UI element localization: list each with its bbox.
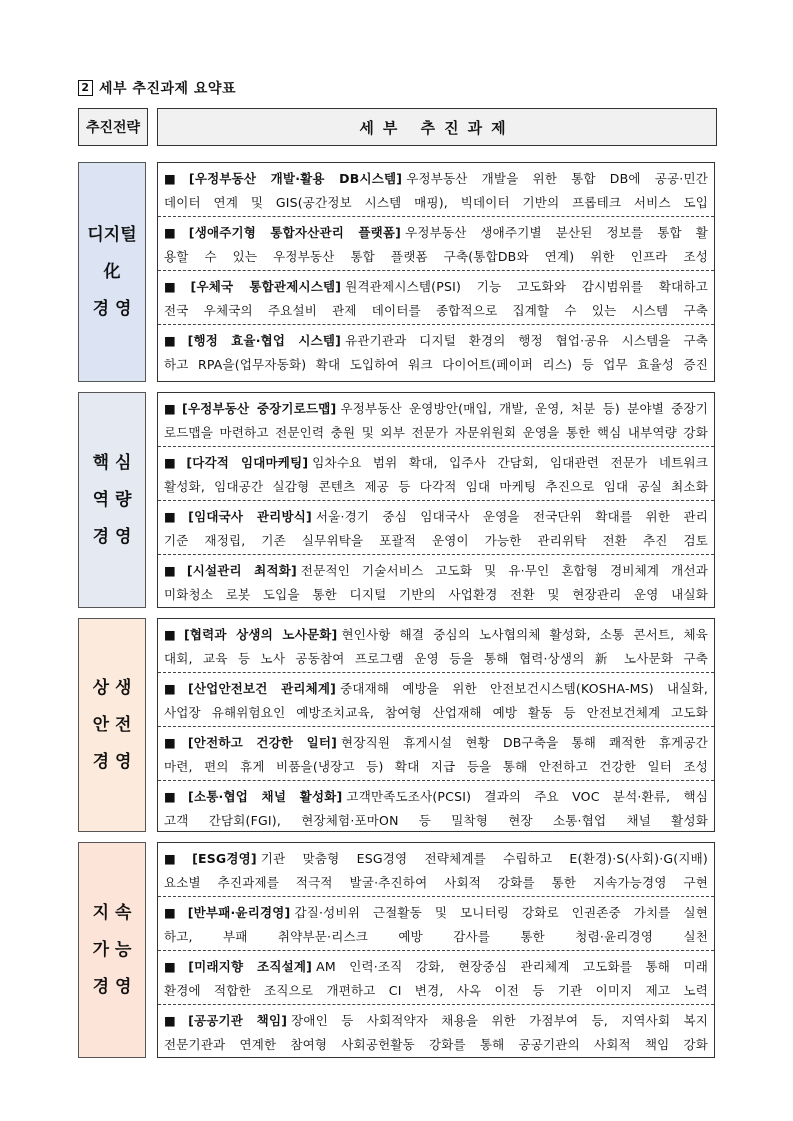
task-line2: 대회, 교육 등 노사 공동참여 프로그램 운영 등을 통해 협력·상생의 新 노사문화 구축 — [164, 651, 708, 666]
strategy-sustain — [78, 842, 146, 1058]
task-line1: 현장직원 휴게시설 현황 DB구축을 통해 쾌적한 휴게공간 — [341, 735, 708, 750]
task-item: ■ [반부패·윤리경영] 갑질·성비위 근절활동 및 모니터링 강화로 인권존중 가치를 실현 하고, 부패 취약부문·리스크 예방 감사를 통한 청렴·윤리경영 실천 — [158, 897, 714, 951]
task-item: ■ [소통·협업 채널 활성화] 고객만족도조사(PCSI) 결과의 주요 VOC 분석·환류, 핵심 고객 간담회(FGI), 현장체험·포마ON 등 밀착형 현장 소통·협업 채널 활성화 — [158, 781, 714, 835]
task-line2: 로드맵을 마련하고 전문인력 충원 및 외부 전문가 자문위원회 운영을 통한 핵심 내부역량 강화 — [164, 425, 708, 440]
task-item: ■ [우체국 통합관제시스템] 원격관제시스템(PSI) 기능 고도화와 감시범위를 확대하고 전국 우체국의 주요설비 관제 데이터를 종합적으로 집계할 수 있는 시스템 구축 — [158, 271, 714, 325]
task-line2: 마련, 편의 휴게 비품을(냉장고 등) 확대 지급 등을 통해 안전하고 건강한 일터 조성 — [164, 759, 708, 774]
task-line1: 우정부동산 생애주기별 분산된 정보를 통합 활 — [405, 225, 709, 240]
task-item: ■ [산업안전보건 관리체계] 중대재해 예방을 위한 안전보건시스템(KOSHA-MS) 내실화, 사업장 유해위험요인 예방조치교육, 참여형 산업재해 예방 활동 등 안전보건체계 고도화 — [158, 673, 714, 727]
task-line1: 현인사항 해결 중심의 노사협의체 활성화, 소통 콘서트, 체육 — [341, 627, 709, 642]
task-line1: AM 인력·조직 강화, 현장중심 관리체계 고도화를 통해 미래 — [316, 959, 709, 974]
task-group-safety — [157, 618, 715, 832]
task-line1: 중대재해 예방을 위한 안전보건시스템(KOSHA-MS) 내실화, — [340, 681, 708, 696]
task-head: [우정부동산 중장기로드맵] — [182, 401, 337, 416]
task-item: ■ [임대국사 관리방식] 서울·경기 중심 임대국사 운영을 전국단위 확대를 위한 관리 기준 재정립, 기존 실무위탁을 포괄적 운영이 가능한 관리위탁 전환 추진 검토 — [158, 501, 714, 555]
task-line2: 요소별 추진과제를 적극적 발굴·추진하여 사회적 강화를 통한 지속가능경영 구현 — [164, 875, 708, 890]
task-head: [시설관리 최적화] — [186, 563, 297, 578]
task-item: ■ [행정 효율·협업 시스템] 유관기관과 디지털 환경의 행정 협업·공유 시스템을 구축 하고 RPA을(업무자동화) 확대 도입하여 워크 다이어트(페이퍼 리스) 등 업무 효율성 증진 — [158, 325, 714, 379]
strategy-label: 상 생 안 전 경 영 — [92, 677, 132, 772]
task-group-sustain — [157, 842, 715, 1058]
task-group-core — [157, 392, 715, 608]
task-item: ■ [ESG경영] 기관 맞춤형 ESG경영 전략체계를 수립하고 E(환경)·S(사회)·G(지배) 요소별 추진과제를 적극적 발굴·추진하여 사회적 강화를 통한 지속가능경영 구현 — [158, 843, 714, 897]
task-head: [우정부동산 개발·활용 DB시스템] — [188, 171, 403, 186]
task-line2: 환경에 적합한 조직으로 개편하고 CI 변경, 사옥 이전 등 기관 이미지 제고 노력 — [164, 983, 708, 998]
strategy-core — [78, 392, 146, 608]
task-head: [미래지향 조직설계] — [188, 959, 313, 974]
task-line2: 용할 수 있는 우정부동산 통합 플랫폼 구축(통합DB와 연계) 위한 인프라 조성 — [164, 249, 708, 264]
task-head: [소통·협업 채널 활성화] — [188, 789, 343, 804]
strategy-digital — [78, 162, 146, 382]
task-head: [생애주기형 통합자산관리 플랫폼] — [188, 225, 402, 240]
task-line1: 우정부동산 개발을 위한 통합 DB에 공공·민간 — [406, 171, 709, 186]
task-line2: 기준 재정립, 기존 실무위탁을 포괄적 운영이 가능한 관리위탁 전환 추진 검토 — [164, 533, 708, 548]
task-line1: 원격관제시스템(PSI) 기능 고도화와 감시범위를 확대하고 — [345, 279, 708, 294]
strategy-safety — [78, 618, 146, 832]
task-head: [협력과 상생의 노사문화] — [183, 627, 338, 642]
header-strategy: 추진전략 — [78, 108, 148, 146]
task-line2: 하고 RPA을(업무자동화) 확대 도입하여 워크 다이어트(페이퍼 리스) 등 업무 효율성 증진 — [164, 357, 708, 372]
task-line1: 기관 맞춤형 ESG경영 전략체계를 수립하고 E(환경)·S(사회)·G(지배) — [260, 851, 709, 866]
task-line2: 사업장 유해위험요인 예방조치교육, 참여형 산업재해 예방 활동 등 안전보건체계 고도화 — [164, 705, 708, 720]
task-head: [행정 효율·협업 시스템] — [187, 333, 342, 348]
task-line2: 고객 간담회(FGI), 현장체험·포마ON 등 밀착형 현장 소통·협업 채널 활성화 — [164, 813, 708, 828]
section-title-text: 세부 추진과제 요약표 — [99, 81, 236, 97]
task-group-digital — [157, 162, 715, 382]
task-head: [반부패·윤리경영] — [187, 905, 291, 920]
section-title — [78, 78, 236, 98]
task-line2: 전국 우체국의 주요설비 관제 데이터를 종합적으로 집계할 수 있는 시스템 구축 — [164, 303, 708, 318]
task-head: [우체국 통합관제시스템] — [190, 279, 342, 294]
task-item: ■ [우정부동산 중장기로드맵] 우정부동산 운영방안(매입, 개발, 운영, 처분 등) 분야별 중장기 로드맵을 마련하고 전문인력 충원 및 외부 전문가 자문위원회 운영을 통한 핵심 내부역량 강화 — [158, 393, 714, 447]
task-head: [임대국사 관리방식] — [188, 509, 312, 524]
task-line2: 활성화, 임대공간 실감형 콘텐츠 제공 등 다각적 임대 마케팅 추진으로 임대 공실 최소화 — [164, 479, 708, 494]
task-item: ■ [공공기관 책임] 장애인 등 사회적약자 채용을 위한 가점부여 등, 지역사회 복지 전문기관과 연계한 참여형 사회공헌활동 강화를 통해 공공기관의 사회적 책임 강화 — [158, 1005, 714, 1059]
task-line1: 임차수요 범위 확대, 입주사 간담회, 임대관련 전문가 네트워크 — [312, 455, 709, 470]
task-line1: 고객만족도조사(PCSI) 결과의 주요 VOC 분석·환류, 핵심 — [346, 789, 708, 804]
task-line1: 유관기관과 디지털 환경의 행정 협업·공유 시스템을 구축 — [345, 333, 708, 348]
task-item: ■ [미래지향 조직설계] AM 인력·조직 강화, 현장중심 관리체계 고도화를 통해 미래 환경에 적합한 조직으로 개편하고 CI 변경, 사옥 이전 등 기관 이미지 제고 노력 — [158, 951, 714, 1005]
task-item: ■ [다각적 임대마케팅] 임차수요 범위 확대, 입주사 간담회, 임대관련 전문가 네트워크 활성화, 임대공간 실감형 콘텐츠 제공 등 다각적 임대 마케팅 추진으로 임대 공실 최소화 — [158, 447, 714, 501]
section-number: 2 — [78, 80, 93, 96]
task-line1: 장애인 등 사회적약자 채용을 위한 가점부여 등, 지역사회 복지 — [291, 1013, 709, 1028]
task-head: [ESG경영] — [192, 851, 257, 866]
task-line1: 갑질·성비위 근절활동 및 모니터링 강화로 인권존중 가치를 실현 — [294, 905, 708, 920]
strategy-label: 핵 심 역 량 경 영 — [92, 452, 132, 547]
task-line2: 미화청소 로봇 도입을 통한 디지털 기반의 사업환경 전환 및 현장관리 운영 내실화 — [164, 587, 708, 602]
task-line1: 전문적인 기술서비스 고도화 및 유·무인 혼합형 경비체계 개선과 — [300, 563, 709, 578]
task-line2: 하고, 부패 취약부문·리스크 예방 감사를 통한 청렴·윤리경영 실천 — [164, 929, 708, 944]
task-head: [다각적 임대마케팅] — [186, 455, 309, 470]
task-head: [공공기관 책임] — [188, 1013, 288, 1028]
strategy-label: 지 속 가 능 경 영 — [92, 902, 132, 997]
header-tasks: 세부 추진과제 — [157, 108, 717, 146]
task-head: [산업안전보건 관리체계] — [187, 681, 337, 696]
task-line1: 우정부동산 운영방안(매입, 개발, 운영, 처분 등) 분야별 중장기 — [340, 401, 709, 416]
task-head: [안전하고 건강한 일터] — [187, 735, 338, 750]
task-item: ■ [협력과 상생의 노사문화] 현인사항 해결 중심의 노사협의체 활성화, 소통 콘서트, 체육 대회, 교육 등 노사 공동참여 프로그램 운영 등을 통해 협력·상생의 新 노사문화 구축 — [158, 619, 714, 673]
task-item: ■ [시설관리 최적화] 전문적인 기술서비스 고도화 및 유·무인 혼합형 경비체계 개선과 미화청소 로봇 도입을 통한 디지털 기반의 사업환경 전환 및 현장관리 운영 내실화 — [158, 555, 714, 609]
task-item: ■ [생애주기형 통합자산관리 플랫폼] 우정부동산 생애주기별 분산된 정보를 통합 활 용할 수 있는 우정부동산 통합 플랫폼 구축(통합DB와 연계) 위한 인프라 조성 — [158, 217, 714, 271]
task-line2: 전문기관과 연계한 참여형 사회공헌활동 강화를 통해 공공기관의 사회적 책임 강화 — [164, 1037, 708, 1052]
task-item: ■ [안전하고 건강한 일터] 현장직원 휴게시설 현황 DB구축을 통해 쾌적한 휴게공간 마련, 편의 휴게 비품을(냉장고 등) 확대 지급 등을 통해 안전하고 건강한 일터 조성 — [158, 727, 714, 781]
task-line2: 데이터 연계 및 GIS(공간정보 시스템 매핑), 빅데이터 기반의 프롭테크 서비스 도입 — [164, 195, 708, 210]
task-line1: 서울·경기 중심 임대국사 운영을 전국단위 확대를 위한 관리 — [315, 509, 708, 524]
task-item: ■ [우정부동산 개발·활용 DB시스템] 우정부동산 개발을 위한 통합 DB에 공공·민간 데이터 연계 및 GIS(공간정보 시스템 매핑), 빅데이터 기반의 프롭테크 서비스 도입 — [158, 163, 714, 217]
strategy-label: 디지털 化 경 영 — [87, 224, 137, 319]
